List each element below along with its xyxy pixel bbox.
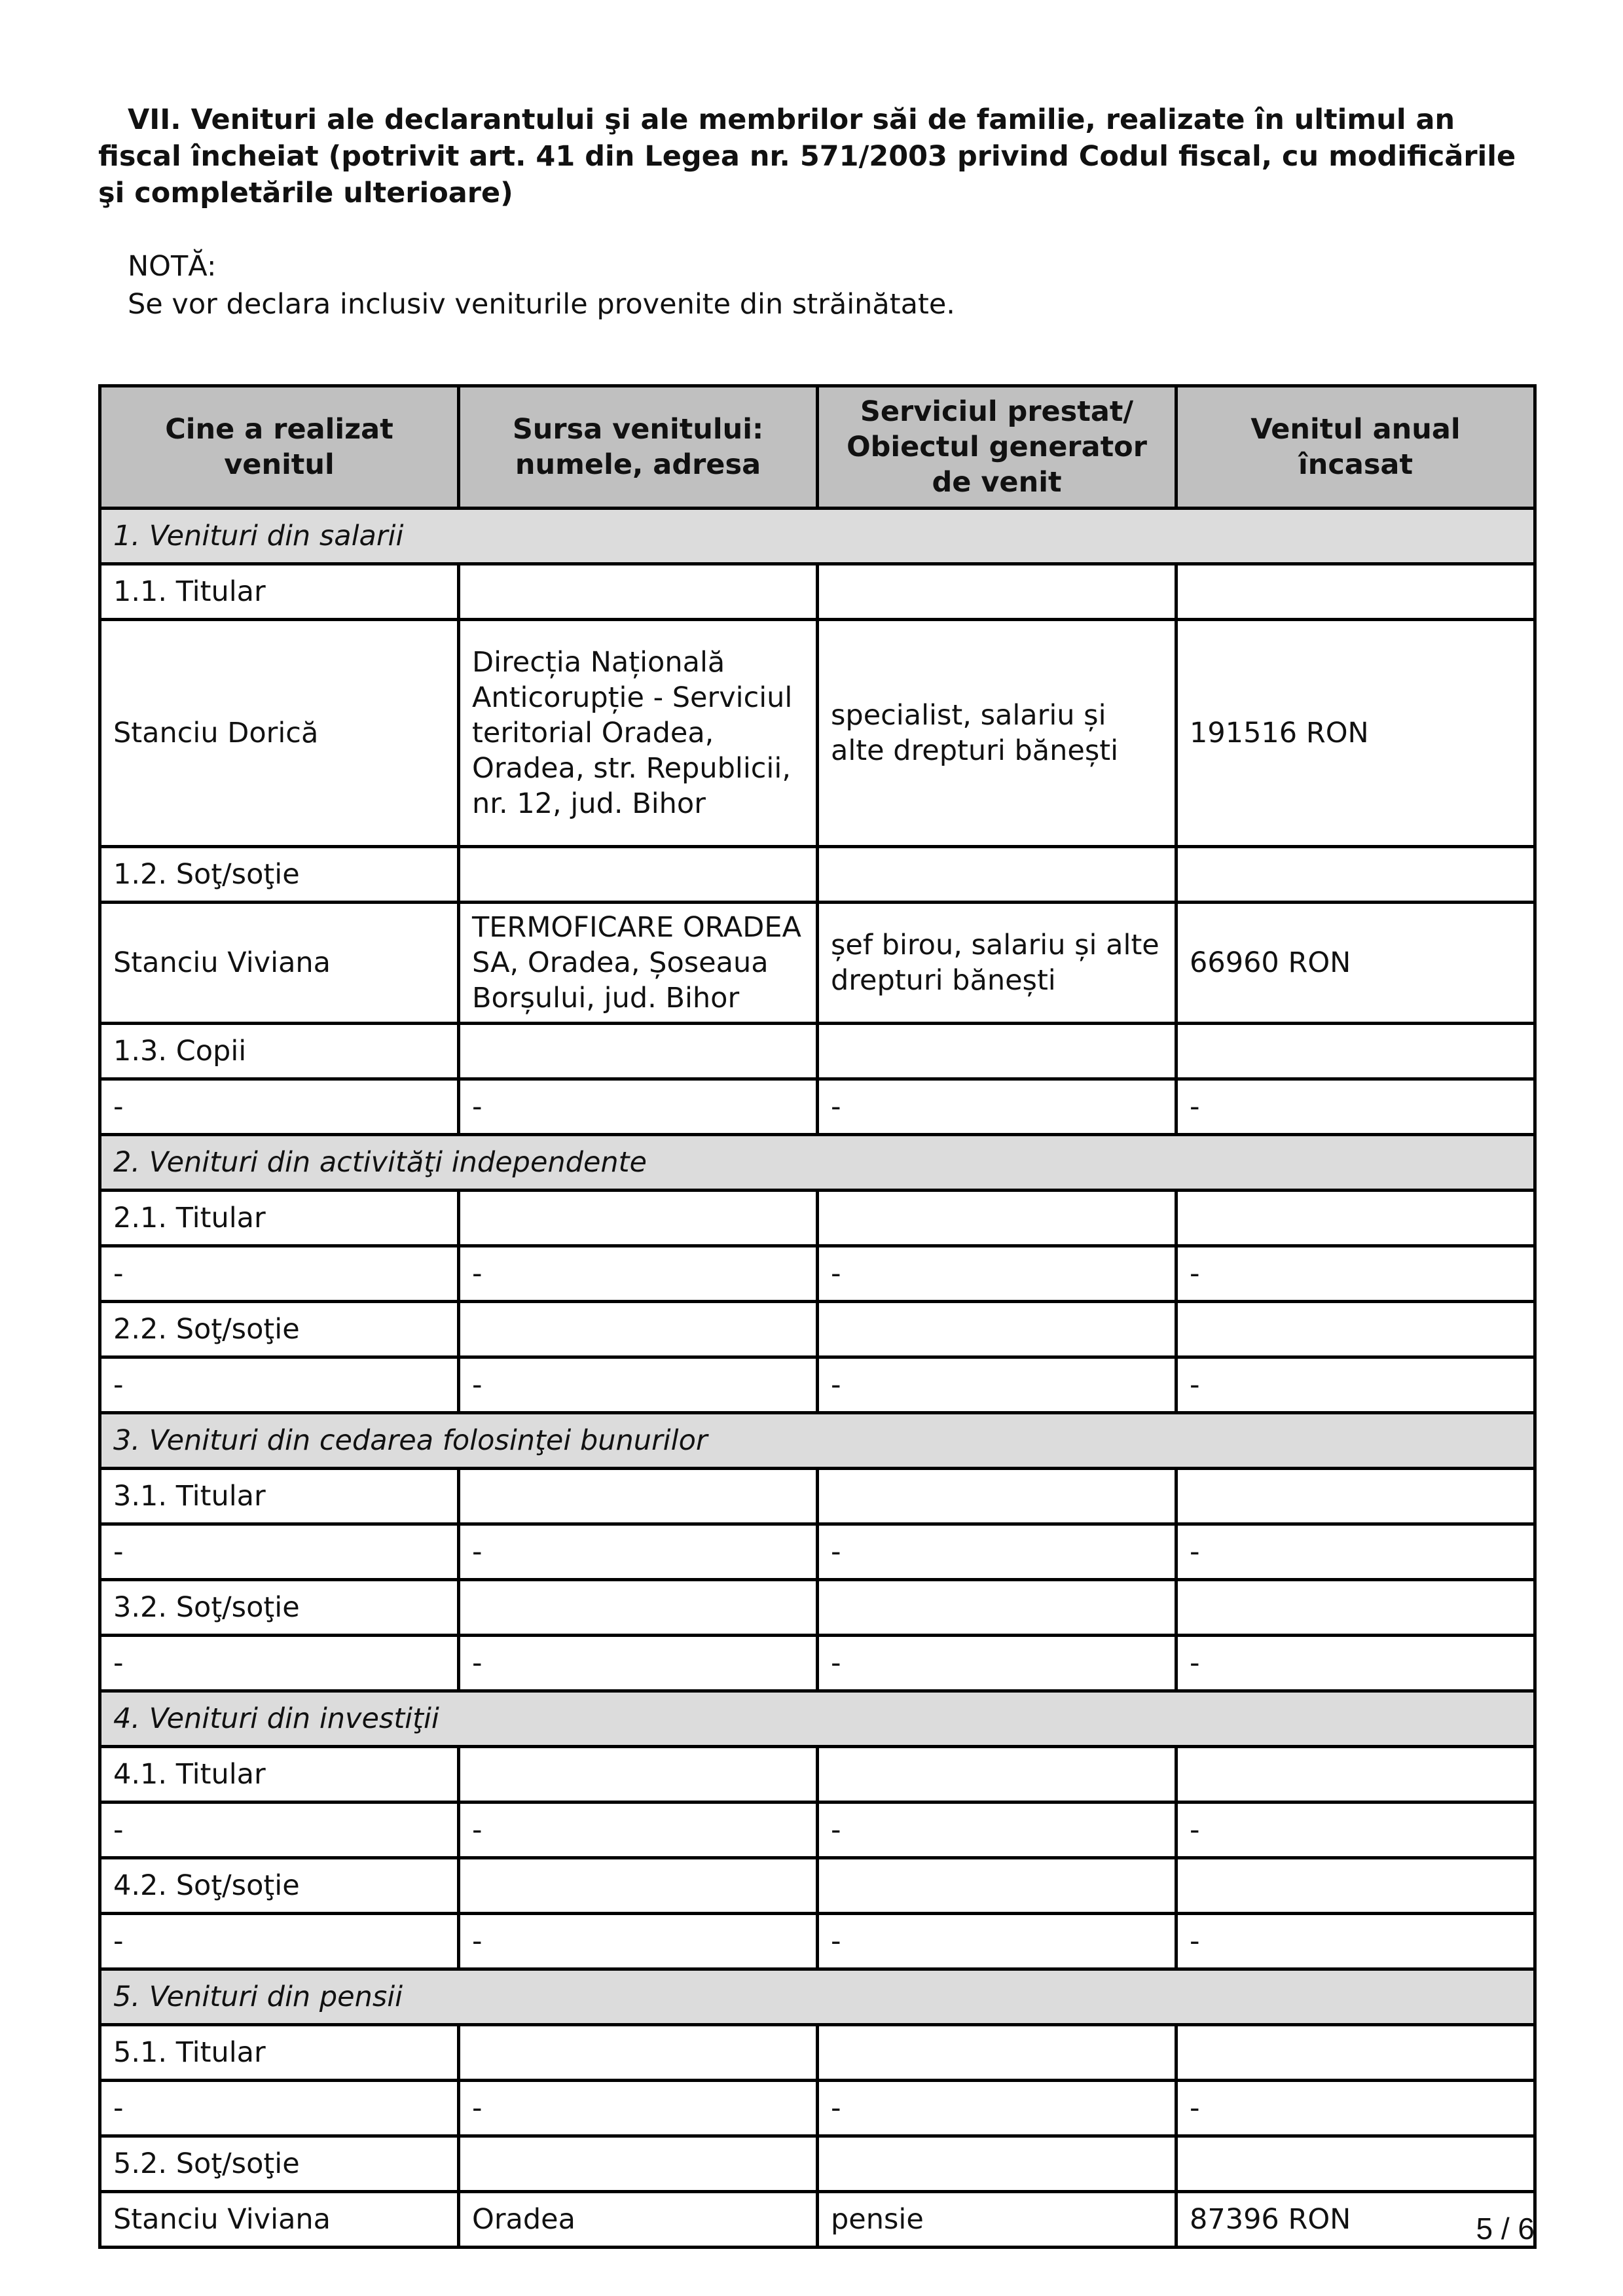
- cell-source: TERMOFICARE ORADEA SA, Oradea, Șoseaua Borșului, jud. Bihor: [459, 903, 818, 1024]
- section-row: [100, 1413, 1535, 1469]
- table-row: [100, 1246, 1535, 1302]
- dash-cell: -: [100, 1357, 459, 1413]
- subsection-label: 4.2. Soţ/soţie: [100, 1858, 459, 1914]
- subsection-label: 5.1. Titular: [100, 2025, 459, 2081]
- section-title: 1. Venituri din salarii: [100, 509, 1535, 564]
- dash-cell: -: [100, 2081, 459, 2136]
- dash-cell: -: [459, 1079, 818, 1135]
- cell-who: Stanciu Viviana: [100, 2192, 459, 2248]
- dash-cell: -: [100, 1246, 459, 1302]
- dash-cell: -: [818, 1636, 1176, 1691]
- header-who: Cine a realizat venitul: [100, 386, 459, 509]
- table-row: [100, 1357, 1535, 1413]
- dash-cell: -: [459, 1914, 818, 1969]
- dash-cell: -: [1176, 1246, 1535, 1302]
- subsection-label: 2.2. Soţ/soţie: [100, 1302, 459, 1357]
- note-text: Se vor declara inclusiv veniturile provenite din străinătate.: [128, 288, 955, 321]
- cell-income: 87396 RON: [1176, 2192, 1535, 2248]
- table-row: [100, 1636, 1535, 1691]
- table-row: [100, 1580, 1535, 1636]
- section-title: 2. Venituri din activităţi independente: [100, 1135, 1535, 1191]
- income-table: [98, 384, 1537, 2249]
- section-title: 5. Venituri din pensii: [100, 1969, 1535, 2025]
- dash-cell: -: [818, 1357, 1176, 1413]
- dash-cell: -: [100, 1803, 459, 1858]
- table-row: [100, 1302, 1535, 1357]
- dash-cell: -: [459, 1357, 818, 1413]
- dash-cell: -: [100, 1636, 459, 1691]
- table-row: [100, 2081, 1535, 2136]
- dash-cell: -: [818, 2081, 1176, 2136]
- section-heading: [98, 101, 1539, 211]
- dash-cell: -: [459, 1803, 818, 1858]
- dash-cell: -: [1176, 1803, 1535, 1858]
- subsection-label: 1.1. Titular: [100, 564, 459, 620]
- section-row: [100, 1691, 1535, 1747]
- cell-source: Direcția Națională Anticorupție - Serviciul teritorial Oradea, Oradea, str. Republicii, nr. 12, jud. Bihor: [459, 620, 818, 847]
- table-row: [100, 1747, 1535, 1803]
- dash-cell: -: [818, 1246, 1176, 1302]
- subsection-label: 1.3. Copii: [100, 1024, 459, 1079]
- subsection-label: 3.2. Soţ/soţie: [100, 1580, 459, 1636]
- section-row: [100, 1135, 1535, 1191]
- dash-cell: -: [100, 1079, 459, 1135]
- header-source: Sursa venitului: numele, adresa: [459, 386, 818, 509]
- table-row: [100, 1469, 1535, 1524]
- table-row: [100, 847, 1535, 903]
- table-header-row: [100, 386, 1535, 509]
- dash-cell: -: [818, 1079, 1176, 1135]
- table-row: [100, 620, 1535, 847]
- note-block: [128, 247, 1503, 323]
- table-row: [100, 903, 1535, 1024]
- dash-cell: -: [100, 1524, 459, 1580]
- table-row: [100, 2025, 1535, 2081]
- table-row: [100, 564, 1535, 620]
- subsection-label: 1.2. Soţ/soţie: [100, 847, 459, 903]
- cell-source: Oradea: [459, 2192, 818, 2248]
- table-row: [100, 2136, 1535, 2192]
- dash-cell: -: [1176, 1636, 1535, 1691]
- table-row: [100, 2192, 1535, 2248]
- dash-cell: -: [818, 1803, 1176, 1858]
- section-title: 3. Venituri din cedarea folosinţei bunurilor: [100, 1413, 1535, 1469]
- table-row: [100, 1079, 1535, 1135]
- table-row: [100, 1524, 1535, 1580]
- dash-cell: -: [100, 1914, 459, 1969]
- table-row: [100, 1858, 1535, 1914]
- dash-cell: -: [1176, 2081, 1535, 2136]
- section-row: [100, 509, 1535, 564]
- cell-income: 191516 RON: [1176, 620, 1535, 847]
- subsection-label: 2.1. Titular: [100, 1191, 459, 1246]
- page-number: 5 / 6: [1476, 2212, 1535, 2246]
- dash-cell: -: [818, 1914, 1176, 1969]
- cell-income: 66960 RON: [1176, 903, 1535, 1024]
- table-row: [100, 1191, 1535, 1246]
- section-title: 4. Venituri din investiţii: [100, 1691, 1535, 1747]
- table-row: [100, 1914, 1535, 1969]
- cell-service: pensie: [818, 2192, 1176, 2248]
- section-heading-text: VII. Venituri ale declarantului şi ale membrilor săi de familie, realizate în ultimul an fiscal încheiat (potrivit art. 41 din Legea nr. 571/2003 privind Codul fiscal, cu modificările şi completările ulterioare): [98, 103, 1516, 209]
- cell-who: Stanciu Viviana: [100, 903, 459, 1024]
- dash-cell: -: [459, 2081, 818, 2136]
- dash-cell: -: [459, 1524, 818, 1580]
- dash-cell: -: [1176, 1079, 1535, 1135]
- subsection-label: 4.1. Titular: [100, 1747, 459, 1803]
- header-service: Serviciul prestat/ Obiectul generator de venit: [818, 386, 1176, 509]
- cell-service: șef birou, salariu și alte drepturi bănești: [818, 903, 1176, 1024]
- subsection-label: 5.2. Soţ/soţie: [100, 2136, 459, 2192]
- table-row: [100, 1803, 1535, 1858]
- dash-cell: -: [459, 1636, 818, 1691]
- cell-service: specialist, salariu și alte drepturi bănești: [818, 620, 1176, 847]
- subsection-label: 3.1. Titular: [100, 1469, 459, 1524]
- dash-cell: -: [1176, 1524, 1535, 1580]
- dash-cell: -: [459, 1246, 818, 1302]
- note-label: NOTĂ:: [128, 250, 217, 283]
- header-income: Venitul anual încasat: [1176, 386, 1535, 509]
- table-row: [100, 1024, 1535, 1079]
- dash-cell: -: [818, 1524, 1176, 1580]
- dash-cell: -: [1176, 1914, 1535, 1969]
- section-row: [100, 1969, 1535, 2025]
- dash-cell: -: [1176, 1357, 1535, 1413]
- cell-who: Stanciu Dorică: [100, 620, 459, 847]
